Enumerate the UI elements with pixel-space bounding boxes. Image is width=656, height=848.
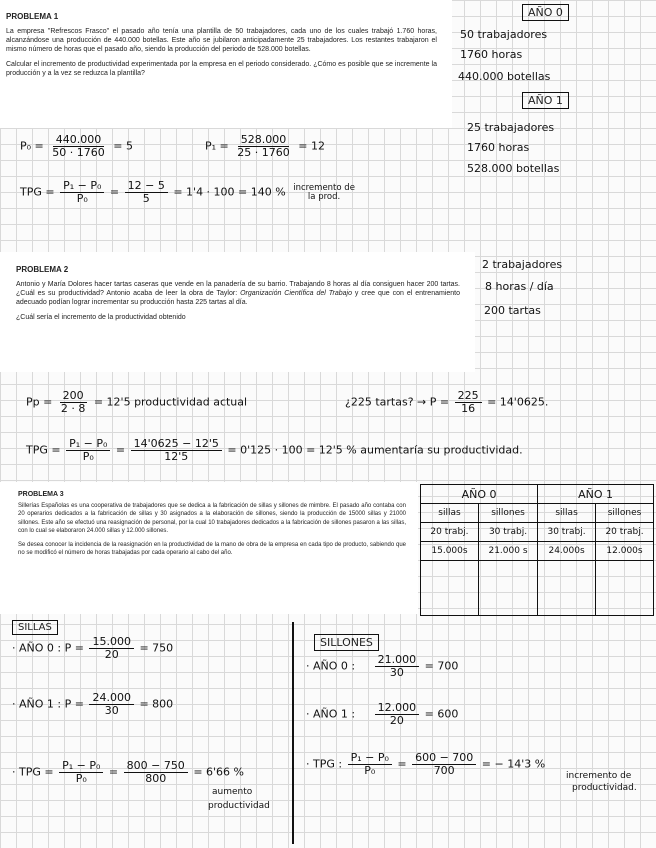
ano1-label: AÑO 1 <box>522 92 569 109</box>
sillones-ano1-result: = 600 <box>424 707 459 721</box>
sillas-ano1-numerator: 24.000 <box>89 692 134 705</box>
sillones-note-2: productividad. <box>572 783 637 793</box>
p0-fraction <box>49 134 107 159</box>
table-col-sillones-1: sillones <box>596 504 654 523</box>
sillones-ano1-lhs: · AÑO 1 : <box>306 707 356 721</box>
table-header-ano1: AÑO 1 <box>538 485 654 504</box>
sillones-ano0-denominator: 30 <box>389 666 404 679</box>
tpg1-fraction <box>60 180 104 205</box>
table-cell: 20 trabj. <box>596 523 654 542</box>
sillones-ano0-fraction <box>375 654 420 679</box>
tpg1-denominator-values: 5 <box>142 192 150 205</box>
p225-formula <box>345 390 548 415</box>
table-header-ano0: AÑO 0 <box>421 485 538 504</box>
tpg2-denominator-values: 12'5 <box>164 450 189 463</box>
sillones-tpg-numerator: P₁ − P₀ <box>348 752 392 765</box>
tpg1-note <box>293 184 355 202</box>
sillones-tpg-formula <box>306 752 545 777</box>
sillones-tpg-lhs: · TPG : <box>306 757 343 771</box>
p0-numerator: 440.000 <box>53 134 105 147</box>
sillones-ano0-numerator: 21.000 <box>375 654 420 667</box>
sillones-note-1: incremento de <box>566 771 632 781</box>
tpg2-equals: = <box>115 443 126 457</box>
table-empty-cell <box>478 561 537 616</box>
tpg1-denominator: P₀ <box>76 192 88 205</box>
tpg2-fraction <box>66 438 110 463</box>
sillas-ano0-numerator: 15.000 <box>89 636 134 649</box>
ano1-line-1: 25 trabajadores <box>467 121 555 134</box>
pp-denominator: 2 · 8 <box>60 402 86 415</box>
sillas-tpg-result: = 6'66 % <box>193 765 244 779</box>
problem-1-panel <box>0 0 452 128</box>
ano0-line-3: 440.000 botellas <box>458 70 551 83</box>
p225-lhs: ¿225 tartas? → P = <box>345 395 450 409</box>
tpg2-result: = 0'125 · 100 = 12'5 % aumentaría su productividad. <box>227 443 523 457</box>
sillones-ano1-denominator: 20 <box>389 714 404 727</box>
ano0-label: AÑO 0 <box>522 4 569 21</box>
tpg1-result: = 1'4 · 100 = 140 % <box>173 185 286 199</box>
sillones-tpg-denominator-values: 700 <box>433 764 455 777</box>
ano0-line-1: 50 trabajadores <box>460 28 548 41</box>
problem-1-statement: La empresa "Refrescos Frasco" el pasado año tenía una plantilla de 50 trabajadores, cada uno de los cuales trabajó 1.760 horas, alcanzándose una producción de 440.000 botellas. Este año se jubilaron anticipadamente 25 trabajadores. Los restantes trabajaron el mismo número de horas que el pasado año, siendo la producción del periodo de 528.000 botellas. <box>6 28 437 54</box>
p1-numerator: 528.000 <box>238 134 290 147</box>
p1-denominator: 25 · 1760 <box>237 146 290 159</box>
sillones-tpg-numerator-values: 600 − 700 <box>412 752 476 765</box>
pp-numerator: 200 <box>60 390 87 403</box>
sillas-tpg-formula <box>12 760 244 785</box>
ano0-line-2: 1760 horas <box>460 48 523 61</box>
table-empty-cell <box>421 561 479 616</box>
ano1-line-3: 528.000 botellas <box>467 162 560 175</box>
table-cell: 21.000 s <box>478 542 537 561</box>
problem-2-statement-b: y cree que con el entrenamiento adecuado podían lograr incrementar su producción hasta 225 tartas al día. <box>16 290 460 307</box>
problem-2-question: ¿Cuál sería el incremento de la productividad obtenido <box>16 313 186 321</box>
sillas-tpg-equals: = <box>108 765 119 779</box>
sillas-tpg-denominator-values: 800 <box>145 772 167 785</box>
p225-result: = 14'0625. <box>487 395 549 409</box>
p1-result: = 12 <box>298 139 325 153</box>
sillas-note-1: aumento <box>212 787 253 797</box>
table-cell: 15.000s <box>421 542 479 561</box>
tpg1-equals: = <box>109 185 120 199</box>
sillas-ano0-denominator: 20 <box>104 648 119 661</box>
sillones-ano1-numerator: 12.000 <box>375 702 420 715</box>
problem-3-question: Se desea conocer la incidencia de la reasignación en la productividad de la mano de obra de la empresa en cada tipo de producto, sabiendo que no se modificó el número de horas trabajadas por cada operario al cabo del año. <box>18 541 406 557</box>
ano1-line-2: 1760 horas <box>467 141 530 154</box>
column-divider <box>292 622 294 844</box>
pp-formula <box>26 390 247 415</box>
problem-3-table <box>420 484 654 616</box>
pp-fraction <box>58 390 89 415</box>
problem-3-statement: Sillerías Españolas es una cooperativa de trabajadores que se dedica a la fabricación de sillas y sillones de mimbre. El pasado año contaba con 20 operarios dedicados a la fabricación de sillas y 30 asignados a la elaboración de sillones, siendo la producción de 15000 sillas y 21000 sillones. Este año se efectuó una reasignación de personal, por la cual 10 trabajadores dedicados a la fabricación de sillones pasaron a las sillas, con lo cual se elaboraron 24.000 sillas y 12.000 sillones. <box>18 503 406 535</box>
p225-denominator: 16 <box>461 402 476 415</box>
problem-2-panel <box>0 252 475 372</box>
sillas-note-2: productividad <box>208 801 270 811</box>
sillones-tpg-result: = − 14'3 % <box>481 757 546 771</box>
sillas-tpg-fraction-values <box>124 760 188 785</box>
table-cell: 12.000s <box>596 542 654 561</box>
p225-fraction <box>455 390 482 415</box>
tpg1-note-line-2: la prod. <box>307 191 341 202</box>
sillas-tpg-fraction <box>59 760 103 785</box>
p0-denominator: 50 · 1760 <box>52 146 105 159</box>
p1-formula <box>205 134 325 159</box>
notes2-line-3: 200 tartas <box>484 304 541 317</box>
sillas-ano1-denominator: 30 <box>104 704 119 717</box>
notes2-line-1: 2 trabajadores <box>482 258 563 271</box>
tpg2-fraction-values <box>131 438 222 463</box>
problem-3-panel <box>0 482 418 614</box>
table-cell: 30 trabj. <box>478 523 537 542</box>
table-empty-cell <box>596 561 654 616</box>
problem-3-title: PROBLEMA 3 <box>18 491 64 498</box>
tpg1-note-line-1: incremento de <box>293 182 355 193</box>
sillas-label: SILLAS <box>12 620 58 635</box>
table-cell: 30 trabj. <box>538 523 596 542</box>
sillas-ano0-lhs: · AÑO 0 : P = <box>12 641 84 655</box>
table-cell: 24.000s <box>538 542 596 561</box>
table-empty-cell <box>538 561 596 616</box>
sillas-ano1-result: = 800 <box>139 697 174 711</box>
sillas-tpg-numerator: P₁ − P₀ <box>59 760 103 773</box>
sillones-tpg-fraction-values <box>412 752 476 777</box>
sillones-ano1-fraction <box>375 702 420 727</box>
sillones-ano0-formula <box>306 654 458 679</box>
sillones-label: SILLONES <box>314 634 379 651</box>
p1-fraction <box>234 134 292 159</box>
tpg2-denominator: P₀ <box>82 450 94 463</box>
p0-result: = 5 <box>113 139 133 153</box>
tpg1-formula <box>20 180 355 205</box>
notes2-line-2: 8 horas / día <box>485 280 554 293</box>
pp-lhs: Pp = <box>26 395 53 409</box>
sillones-ano0-lhs: · AÑO 0 : <box>306 659 356 673</box>
tpg2-formula <box>26 438 523 463</box>
problem-2-statement <box>16 280 460 308</box>
sillas-tpg-lhs: · TPG = <box>12 765 54 779</box>
sillas-tpg-numerator-values: 800 − 750 <box>124 760 188 773</box>
problem-1-title: PROBLEMA 1 <box>6 12 59 21</box>
sillas-ano0-result: = 750 <box>139 641 174 655</box>
tpg2-lhs: TPG = <box>26 443 61 457</box>
sillones-ano0-result: = 700 <box>424 659 459 673</box>
table-col-sillones-0: sillones <box>478 504 537 523</box>
table-cell: 20 trabj. <box>421 523 479 542</box>
p1-lhs: P₁ = <box>205 139 229 153</box>
problem-1-question: Calcular el incremento de productividad experimentada por la empresa en el periodo considerado. ¿Cómo es posible que se incremente la producción y a la vez se reduzca la plantilla? <box>6 60 437 77</box>
sillones-ano1-formula <box>306 702 458 727</box>
sillas-ano1-fraction <box>89 692 134 717</box>
sillas-ano1-formula <box>12 692 173 717</box>
tpg1-numerator: P₁ − P₀ <box>60 180 104 193</box>
sillas-ano0-fraction <box>89 636 134 661</box>
table-col-sillas-0: sillas <box>421 504 479 523</box>
problem-2-statement-a: Antonio y María Dolores hacer tartas caseras que vende en la panadería de su barrio. Trabajando 8 horas al día consiguen hacer 200 tartas. ¿Cuál es su productividad? Antonio acaba de leer la obra de Taylor: <box>16 281 460 298</box>
p0-formula <box>20 134 133 159</box>
sillones-tpg-denominator: P₀ <box>364 764 376 777</box>
tpg1-lhs: TPG = <box>20 185 55 199</box>
p0-lhs: P₀ = <box>20 139 44 153</box>
sillones-tpg-fraction <box>348 752 392 777</box>
problem-2-book-title: Organización Científica del Trabajo <box>240 290 352 298</box>
tpg2-numerator: P₁ − P₀ <box>66 438 110 451</box>
tpg1-numerator-values: 12 − 5 <box>125 180 168 193</box>
tpg2-numerator-values: 14'0625 − 12'5 <box>131 438 222 451</box>
sillones-tpg-equals: = <box>397 757 407 771</box>
sillas-tpg-denominator: P₀ <box>75 772 87 785</box>
tpg1-fraction-values <box>125 180 168 205</box>
p225-numerator: 225 <box>455 390 482 403</box>
sillas-ano0-formula <box>12 636 173 661</box>
problem-2-title: PROBLEMA 2 <box>16 265 69 274</box>
sillas-ano1-lhs: · AÑO 1 : P = <box>12 697 84 711</box>
pp-result: = 12'5 productividad actual <box>93 395 248 409</box>
table-col-sillas-1: sillas <box>538 504 596 523</box>
